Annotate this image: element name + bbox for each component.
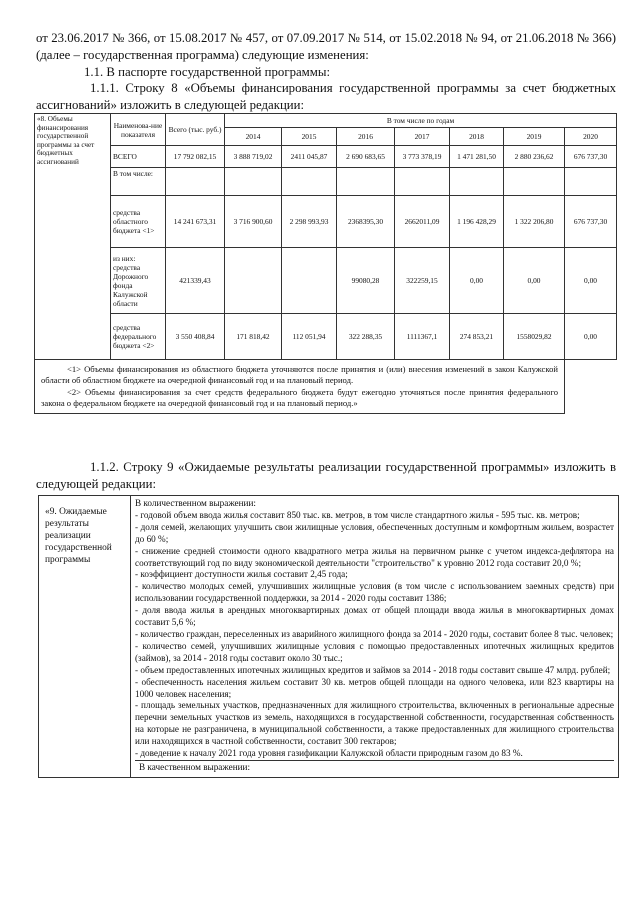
row-name: В том числе:	[111, 168, 166, 196]
row-name: из них: средства Дорожного фонда Калужской области	[111, 248, 166, 314]
year-header: 2015	[282, 128, 337, 146]
cell-value: 1 196 428,29	[450, 196, 504, 248]
list-item: - снижение средней стоимости одного квадратного метра жилья на первичном рынке с учетом индекса-дефлятора на соответствующий год по виду экономической деятельности "строительство" к уровню 2012 года составит 20,0 %;	[135, 545, 614, 568]
cell-value: 2368395,30	[337, 196, 395, 248]
row-total: 17 792 082,15	[166, 146, 225, 168]
results-content	[131, 496, 619, 778]
row-name: средства областного бюджета <1>	[111, 196, 166, 248]
row-name: ВСЕГО	[111, 146, 166, 168]
table-row	[35, 168, 617, 196]
cell-value: 112 051,94	[282, 314, 337, 360]
table-row	[35, 314, 617, 360]
results-table	[38, 495, 619, 778]
list-item: - доля ввода жилья в арендных многоквартирных домах от общей площади ввода жилья в многоквартирных домах составит 5,6 %;	[135, 605, 614, 628]
row-total: 3 550 408,84	[166, 314, 225, 360]
table-row	[35, 146, 617, 168]
row-name: средства федерального бюджета <2>	[111, 314, 166, 360]
table-row	[35, 196, 617, 248]
list-item: - объем предоставленных ипотечных жилищных кредитов и займов за 2014 - 2018 годы составит свыше 47 млрд. рублей;	[135, 664, 611, 675]
cell-value: 274 853,21	[450, 314, 504, 360]
list-item: - годовой объем ввода жилья составит 850 тыс. кв. метров, в том числе стандартного жилья - 595 тыс. кв. метров;	[135, 509, 580, 520]
list-item: - количество семей, улучшивших жилищные условия с помощью предоставленных ипотечных жилищных кредитов (займов), за 2014 - 2018 годы составит около 30 тыс.;	[135, 640, 614, 663]
cell-value: 2 690 683,65	[337, 146, 395, 168]
cell-value: 1 471 281,50	[450, 146, 504, 168]
section-1-1-1-paragraph: 1.1.1. Строку 8 «Объемы финансирования государственной программы за счет бюджетных ассигнований» изложить в следующей редакции:	[36, 81, 616, 112]
cell-value: 99080,28	[337, 248, 395, 314]
cell-value: 1 322 206,80	[504, 196, 565, 248]
cell-value: 2662011,09	[395, 196, 450, 248]
cell-value	[225, 248, 282, 314]
cell-value: 0,00	[565, 248, 617, 314]
col-header-name: Наименова-ние показателя	[111, 114, 166, 146]
cell-value	[337, 168, 395, 196]
year-header: 2014	[225, 128, 282, 146]
cell-value: 3 888 719,02	[225, 146, 282, 168]
cell-value: 2 298 993,93	[282, 196, 337, 248]
intro-paragraph: от 23.06.2017 № 366, от 15.08.2017 № 457, от 07.09.2017 № 514, от 15.02.2018 № 94, от 21.06.2018 № 366) (далее – государственная программа) следующие изменения:	[36, 31, 616, 62]
cell-value	[450, 168, 504, 196]
col-header-total: Всего (тыс. руб.)	[166, 114, 225, 146]
note-1: <1> Объемы финансирования из областного бюджета уточняются после принятия и (или) внесения изменений в закон Калужской области об областном бюджете на очередной финансовый год и на плановый период.	[41, 364, 558, 385]
cell-value: 0,00	[565, 314, 617, 360]
cell-value	[282, 168, 337, 196]
list-item: - доведение к началу 2021 года уровня газификации Калужской области природным газом до 83 %.	[135, 748, 523, 759]
financing-row-label: «8. Объемы финансирования государственной программы за счет бюджетных ассигнований	[35, 114, 111, 360]
cell-value: 1111367,1	[395, 314, 450, 360]
list-item: - количество молодых семей, улучшивших жилищные условия (в том числе с использованием заемных средств) при использовании государственной поддержки, за 2014 - 2020 годы составит 1386;	[135, 581, 614, 604]
results-row-label: «9. Ожидаемые результаты реализации государственной программы	[39, 496, 131, 778]
table-row	[35, 248, 617, 314]
cell-value: 3 716 900,60	[225, 196, 282, 248]
cell-value: 322 288,35	[337, 314, 395, 360]
note-2: <2> Объемы финансирования за счет средств федерального бюджета будут ежегодно уточняться после принятия федерального закона о федеральном бюджете на очередной финансовый год и на плановый период.»	[41, 387, 558, 408]
cell-value	[565, 168, 617, 196]
cell-value	[395, 168, 450, 196]
col-header-years: В том числе по годам	[225, 114, 617, 128]
cell-value	[225, 168, 282, 196]
cell-value: 171 818,42	[225, 314, 282, 360]
section-1-1-2-paragraph: 1.1.2. Строку 9 «Ожидаемые результаты реализации государственной программы» изложить в следующей редакции:	[36, 460, 616, 491]
section-1-1-heading: 1.1. В паспорте государственной программы:	[84, 65, 331, 79]
quant-header: В количественном выражении:	[135, 498, 256, 508]
year-header: 2020	[565, 128, 617, 146]
year-header: 2017	[395, 128, 450, 146]
list-item: - доля семей, желающих улучшить свои жилищные условия, обеспеченных доступным и комфортным жильем, возрастет до 60 %;	[135, 521, 614, 544]
cell-value: 676 737,30	[565, 196, 617, 248]
list-item: - площадь земельных участков, предназначенных для жилищного строительства, включенных в региональные адресные перечни земельных участков из земель, находящихся в государственной собственности, государственная собственность на которые не разграничена, в муниципальной собственности, а также предоставленных для жилищного строительства или находящихся в частной собственности, составит 300 гектаров;	[135, 700, 614, 747]
cell-value: 1558029,82	[504, 314, 565, 360]
cell-value	[504, 168, 565, 196]
year-header: 2018	[450, 128, 504, 146]
cell-value: 0,00	[450, 248, 504, 314]
row-total	[166, 168, 225, 196]
cell-value: 2 880 236,62	[504, 146, 565, 168]
financing-notes	[35, 360, 565, 414]
cell-value	[282, 248, 337, 314]
financing-table	[34, 113, 617, 414]
cell-value: 322259,15	[395, 248, 450, 314]
cell-value: 676 737,30	[565, 146, 617, 168]
list-item: - коэффициент доступности жилья составит 2,45 года;	[135, 569, 348, 580]
row-total: 421339,43	[166, 248, 225, 314]
qual-header: В качественном выражении:	[135, 760, 614, 777]
list-item: - количество граждан, переселенных из аварийного жилищного фонда за 2014 - 2020 годы, составит более 8 тыс. человек;	[135, 628, 614, 639]
cell-value: 0,00	[504, 248, 565, 314]
list-item: - обеспеченность населения жильем составит 30 кв. метров общей площади на одного человека, или 823 квартиры на 1000 человек населения;	[135, 676, 614, 699]
year-header: 2016	[337, 128, 395, 146]
year-header: 2019	[504, 128, 565, 146]
cell-value: 2411 045,87	[282, 146, 337, 168]
cell-value: 3 773 378,19	[395, 146, 450, 168]
row-total: 14 241 673,31	[166, 196, 225, 248]
